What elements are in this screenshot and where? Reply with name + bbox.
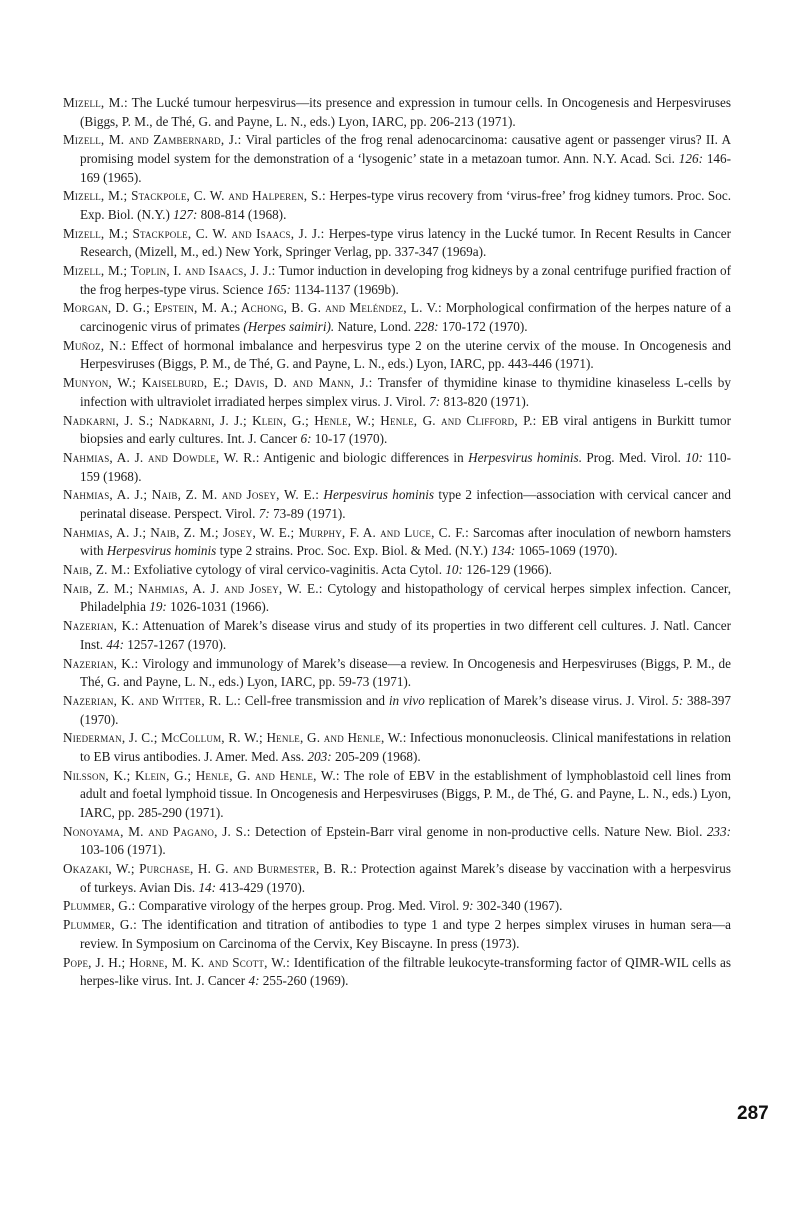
reference-text: The role of EBV in the establishment of lymphoblastoid cell lines from adult and foetal lymphoid tissue. In Oncogenesis and Herpesviruses (Biggs, P. M., de Thé, G. and Payne, L. N., eds.) Lyon, IARC, pp. 285-290 (1971). <box>80 767 731 820</box>
reference-entry <box>63 767 731 823</box>
reference-entry <box>63 262 731 299</box>
reference-text: Effect of hormonal imbalance and herpesvirus type 2 on the uterine cervix of the mouse. In Oncogenesis and Herpesviruses (Biggs, P. M., de Thé, G. and Payne, L. N., eds.) Lyon, IARC, pp. 443-446 (1971). <box>80 337 731 372</box>
reference-authors: Nadkarni, J. S.; Nadkarni, J. J.; Klein, G.; Henle, W.; Henle, G. and Clifford, P.: <box>63 412 537 428</box>
reference-italic-text: 127: <box>173 206 198 222</box>
reference-authors: Muñoz, N.: <box>63 337 127 353</box>
reference-text: Herpes-type virus recovery from ‘virus-free’ frog kidney tumors. Proc. Soc. Exp. Biol. (N.Y.) <box>80 188 731 222</box>
reference-text: 808-814 (1968). <box>197 206 287 222</box>
reference-authors: Nahmias, A. J.; Naib, Z. M. and Josey, W. E.: <box>63 487 320 503</box>
reference-list <box>63 94 731 991</box>
reference-italic-text: 44: <box>106 636 124 652</box>
reference-authors: Mizell, M. and Zambernard, J.: <box>63 132 242 148</box>
reference-text: Attenuation of Marek’s disease virus and study of its properties in two different cell cultures. J. Natl. Cancer Inst. <box>80 618 731 652</box>
reference-text: 302-340 (1967). <box>473 898 563 914</box>
reference-text: Comparative virology of the herpes group. Prog. Med. Virol. <box>135 898 463 914</box>
reference-entry <box>63 374 731 411</box>
reference-text: 1134-1137 (1969b). <box>290 281 399 297</box>
reference-text: 110-159 (1968). <box>80 449 731 484</box>
reference-entry <box>63 561 731 580</box>
reference-authors: Nilsson, K.; Klein, G.; Henle, G. and Henle, W.: <box>63 767 340 783</box>
reference-italic-text: Herpesvirus hominis <box>106 543 217 559</box>
reference-text: 413-429 (1970). <box>216 879 306 895</box>
reference-entry <box>63 299 731 336</box>
reference-italic-text: 7: <box>429 393 441 409</box>
reference-text: The identification and titration of antibodies to type 1 and type 2 herpes simplex viruses in human sera—a review. In Symposium on Carcinoma of the Cervix, Key Biscayne. In press (1973). <box>80 917 731 951</box>
reference-text: 255-260 (1969). <box>259 973 349 989</box>
reference-entry <box>63 823 731 860</box>
reference-authors: Mizell, M.; Stackpole, C. W. and Isaacs, J. J.: <box>63 225 325 241</box>
reference-text: Antigenic and biologic differences in <box>259 449 469 465</box>
reference-italic-text: 19: <box>149 599 167 615</box>
reference-authors: Pope, J. H.; Horne, M. K. and Scott, W.: <box>63 954 291 970</box>
reference-text: EB viral antigens in Burkitt tumor biopsies and early cultures. Int. J. Cancer <box>80 412 731 447</box>
reference-text: replication of Marek’s disease virus. J. Virol. <box>424 693 673 708</box>
reference-entry <box>63 524 731 561</box>
reference-text: Viral particles of the frog renal adenocarcinoma: causative agent or passenger virus? II. A promising model system for the demonstration of a ‘lysogenic’ state in a metazoan tumor. Ann. N.Y. Acad. Sci. <box>80 132 732 166</box>
reference-entry <box>63 897 731 916</box>
reference-text: 73-89 (1971). <box>269 505 346 521</box>
reference-italic-text: 228: <box>414 319 439 335</box>
reference-text: Transfer of thymidine kinase to thymidine kinaseless L-cells by infection with ultraviolet irradiated herpes simplex virus. J. Virol. <box>80 375 731 409</box>
reference-text: 388-397 (1970). <box>80 693 731 727</box>
reference-text: 1065-1069 (1970). <box>515 543 618 559</box>
reference-italic-text: Herpesvirus hominis. <box>468 449 582 465</box>
reference-italic-text: 233: <box>706 823 731 839</box>
reference-italic-text: 126: <box>678 150 703 166</box>
reference-entry <box>63 860 731 897</box>
reference-text: Protection against Marek’s disease by vaccination with a herpesvirus of turkeys. Avian Dis. <box>80 861 731 895</box>
reference-authors: Plummer, G.: <box>63 898 136 914</box>
reference-text: 103-106 (1971). <box>80 842 166 858</box>
reference-italic-text: 4: <box>248 973 260 989</box>
reference-text: Virology and immunology of Marek’s disease—a review. In Oncogenesis and Herpesviruses (Biggs, P. M., de Thé, G. and Payne, L. N., eds.) Lyon, IARC, pp. 59-73 (1971). <box>80 655 731 690</box>
reference-entry <box>63 187 731 224</box>
reference-authors: Morgan, D. G.; Epstein, M. A.; Achong, B. G. and Meléndez, L. V.: <box>63 300 442 316</box>
reference-italic-text: 5: <box>672 693 684 708</box>
reference-entry <box>63 692 731 729</box>
reference-text: 205-209 (1968). <box>331 748 421 764</box>
reference-text: Tumor induction in developing frog kidneys by a zonal centrifuge purified fraction of the frog herpes-type virus. Science <box>80 263 732 297</box>
reference-entry <box>63 486 731 523</box>
reference-text: 813-820 (1971). <box>440 393 530 409</box>
reference-italic-text: 165: <box>266 281 291 297</box>
reference-entry <box>63 954 731 991</box>
reference-entry <box>63 131 731 187</box>
reference-text: 126-129 (1966). <box>462 562 552 578</box>
reference-text: 10-17 (1970). <box>311 431 388 447</box>
reference-text: Detection of Epstein-Barr viral genome in non-productive cells. Nature New. Biol. <box>250 823 707 839</box>
reference-authors: Mizell, M.; Stackpole, C. W. and Halperen, S.: <box>63 188 326 204</box>
reference-entry <box>63 94 731 131</box>
reference-text: type 2 infection—association with cervical cancer and perinatal disease. Perspect. Virol. <box>80 487 731 521</box>
reference-authors: Mizell, M.: <box>63 95 128 110</box>
reference-text: 1257-1267 (1970). <box>123 636 227 652</box>
reference-italic-text: 10: <box>445 562 463 578</box>
reference-authors: Nonoyama, M. and Pagano, J. S.: <box>63 823 251 839</box>
reference-text: Identification of the filtrable leukocyte-transforming factor of QIMR-WIL cells as herpes-like virus. Int. J. Cancer <box>80 954 731 989</box>
reference-authors: Naib, Z. M.; Nahmias, A. J. and Josey, W. E.: <box>63 580 323 596</box>
reference-authors: Naib, Z. M.: <box>63 562 131 578</box>
reference-italic-text: 9: <box>462 898 474 914</box>
reference-text: 1026-1031 (1966). <box>166 599 270 615</box>
reference-text: 146-169 (1965). <box>80 150 731 185</box>
reference-text: The Lucké tumour herpesvirus—its presence and expression in tumour cells. In Oncogenesis and Herpesviruses (Biggs, P. M., de Thé, G. and Payne, L. N., eds.) Lyon, IARC, pp. 206-213 (1971). <box>80 95 731 129</box>
reference-italic-text: (Herpes saimiri). <box>243 319 335 335</box>
reference-entry <box>63 225 731 262</box>
reference-text: Prog. Med. Virol. <box>582 449 686 465</box>
reference-authors: Nazerian, K.: <box>63 655 139 671</box>
reference-text: 170-172 (1970). <box>438 319 528 335</box>
reference-authors: Nahmias, A. J. and Dowdle, W. R.: <box>63 449 260 465</box>
reference-entry <box>63 916 731 953</box>
reference-authors: Okazaki, W.; Purchase, H. G. and Burmester, B. R.: <box>63 861 357 877</box>
reference-text: Nature, Lond. <box>334 319 415 335</box>
reference-authors: Nazerian, K. and Witter, R. L.: <box>63 693 241 708</box>
reference-text: Exfoliative cytology of viral cervico-vaginitis. Acta Cytol. <box>130 562 446 578</box>
reference-italic-text: 203: <box>307 748 332 764</box>
page-number: 287 <box>737 1103 769 1124</box>
reference-entry <box>63 580 731 617</box>
reference-text: Sarcomas after inoculation of newborn hamsters with <box>80 524 731 559</box>
reference-italic-text: in vivo <box>388 693 425 708</box>
reference-italic-text: 14: <box>198 879 217 895</box>
reference-authors: Niederman, J. C.; McCollum, R. W.; Henle, G. and Henle, W.: <box>63 730 407 746</box>
reference-entry <box>63 337 731 374</box>
reference-entry <box>63 655 731 692</box>
reference-italic-text: 7: <box>258 505 270 521</box>
reference-text: Infectious mononucleosis. Clinical manifestations in relation to EB virus antibodies. J. Amer. Med. Ass. <box>80 730 731 764</box>
reference-text: Morphological confirmation of the herpes nature of a carcinogenic virus of primates <box>80 300 732 335</box>
reference-italic-text: Herpesvirus hominis <box>323 487 434 503</box>
reference-text: Herpes-type virus latency in the Lucké tumor. In Recent Results in Cancer Research, (Mizell, M., ed.) New York, Springer Verlag, pp. 337-347 (1969a). <box>80 225 731 260</box>
reference-authors: Mizell, M.; Toplin, I. and Isaacs, J. J.: <box>63 263 276 279</box>
reference-text: Cell-free transmission and <box>241 693 389 708</box>
reference-italic-text: 10: <box>685 449 703 465</box>
reference-authors: Plummer, G.: <box>63 917 137 933</box>
reference-italic-text: 134: <box>491 543 516 559</box>
reference-text: type 2 strains. Proc. Soc. Exp. Biol. & Med. (N.Y.) <box>216 543 492 559</box>
reference-italic-text: 6: <box>300 431 312 447</box>
reference-entry <box>63 617 731 654</box>
reference-entry <box>63 412 731 449</box>
reference-entry <box>63 449 731 486</box>
reference-authors: Nazerian, K.: <box>63 618 139 634</box>
reference-text: Cytology and histopathology of cervical herpes simplex infection. Cancer, Philadelphia <box>80 580 731 615</box>
reference-authors: Munyon, W.; Kaiselburd, E.; Davis, D. and Mann, J.: <box>63 375 373 391</box>
reference-authors: Nahmias, A. J.; Naib, Z. M.; Josey, W. E.; Murphy, F. A. and Luce, C. F.: <box>63 524 470 540</box>
reference-entry <box>63 729 731 766</box>
